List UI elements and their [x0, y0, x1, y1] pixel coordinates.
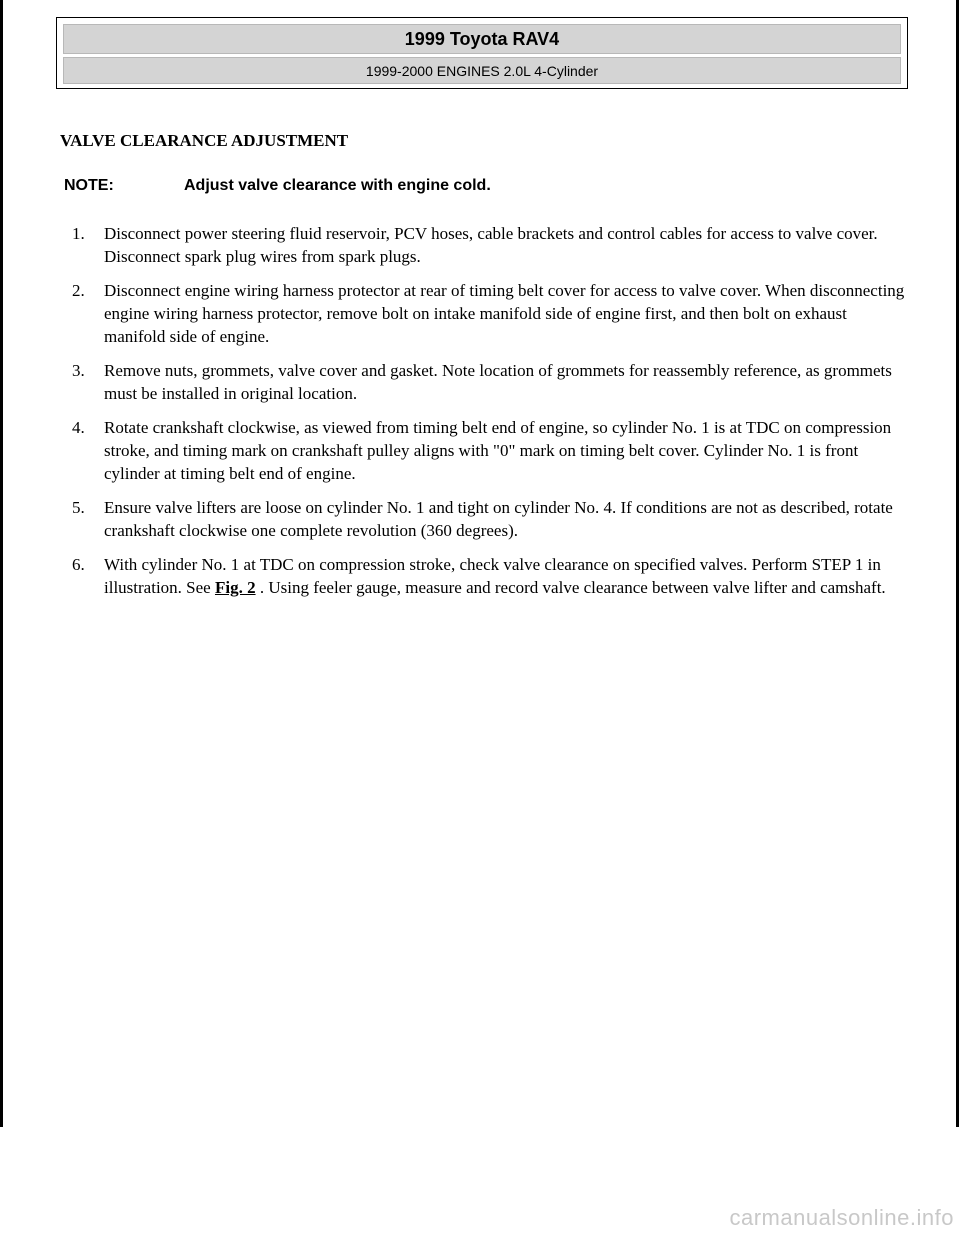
step-number: 2. — [72, 281, 85, 300]
step-text: Disconnect engine wiring harness protector at rear of timing belt cover for access to valve cover. When disconnecting engine wiring harness protector, remove bolt on intake manifold side of engine first, and then bolt on exhaust manifold side of engine. — [104, 281, 905, 346]
list-item — [0, 553, 910, 599]
header-subtitle: 1999-2000 ENGINES 2.0L 4-Cylinder — [63, 57, 901, 84]
list-item — [0, 279, 910, 348]
step-number: 1. — [72, 224, 85, 243]
note-label: NOTE: — [64, 177, 114, 194]
watermark: carmanualsonline.info — [729, 1205, 954, 1230]
list-item — [0, 416, 910, 485]
list-item — [0, 496, 910, 542]
step-text: Rotate crankshaft clockwise, as viewed from timing belt end of engine, so cylinder No. 1 is at TDC on compression stroke, and timing mark on crankshaft pulley aligns with "0" mark on timing belt cover. Cylinder No. 1 is front cylinder at timing belt end of engine. — [104, 418, 892, 483]
step-number: 3. — [72, 361, 85, 380]
list-item — [0, 222, 910, 268]
page-frame-right — [956, 0, 959, 1127]
note — [64, 177, 491, 195]
step-text: Disconnect power steering fluid reservoir, PCV hoses, cable brackets and control cables for access to valve cover. Disconnect spark plug wires from spark plugs. — [104, 224, 878, 266]
step-number: 5. — [72, 498, 85, 517]
step-text: Remove nuts, grommets, valve cover and gasket. Note location of grommets for reassembly reference, as grommets must be installed in original location. — [104, 361, 892, 403]
list-item — [0, 359, 910, 405]
step-text-before: With cylinder No. 1 at TDC on compression stroke, check valve clearance on specified valves. Perform STEP 1 in illustration. See — [104, 555, 881, 597]
section-heading: VALVE CLEARANCE ADJUSTMENT — [60, 131, 349, 150]
step-text-after: . Using feeler gauge, measure and record valve clearance between valve lifter and camshaft. — [255, 578, 886, 597]
header-title: 1999 Toyota RAV4 — [63, 24, 901, 54]
figure-link[interactable]: Fig. 2 — [214, 578, 256, 597]
step-text: Ensure valve lifters are loose on cylinder No. 1 and tight on cylinder No. 4. If conditions are not as described, rotate crankshaft clockwise one complete revolution (360 degrees). — [104, 498, 893, 540]
step-number: 6. — [72, 555, 85, 574]
steps-list — [0, 222, 910, 610]
note-text: Adjust valve clearance with engine cold. — [184, 177, 491, 194]
step-number: 4. — [72, 418, 85, 437]
